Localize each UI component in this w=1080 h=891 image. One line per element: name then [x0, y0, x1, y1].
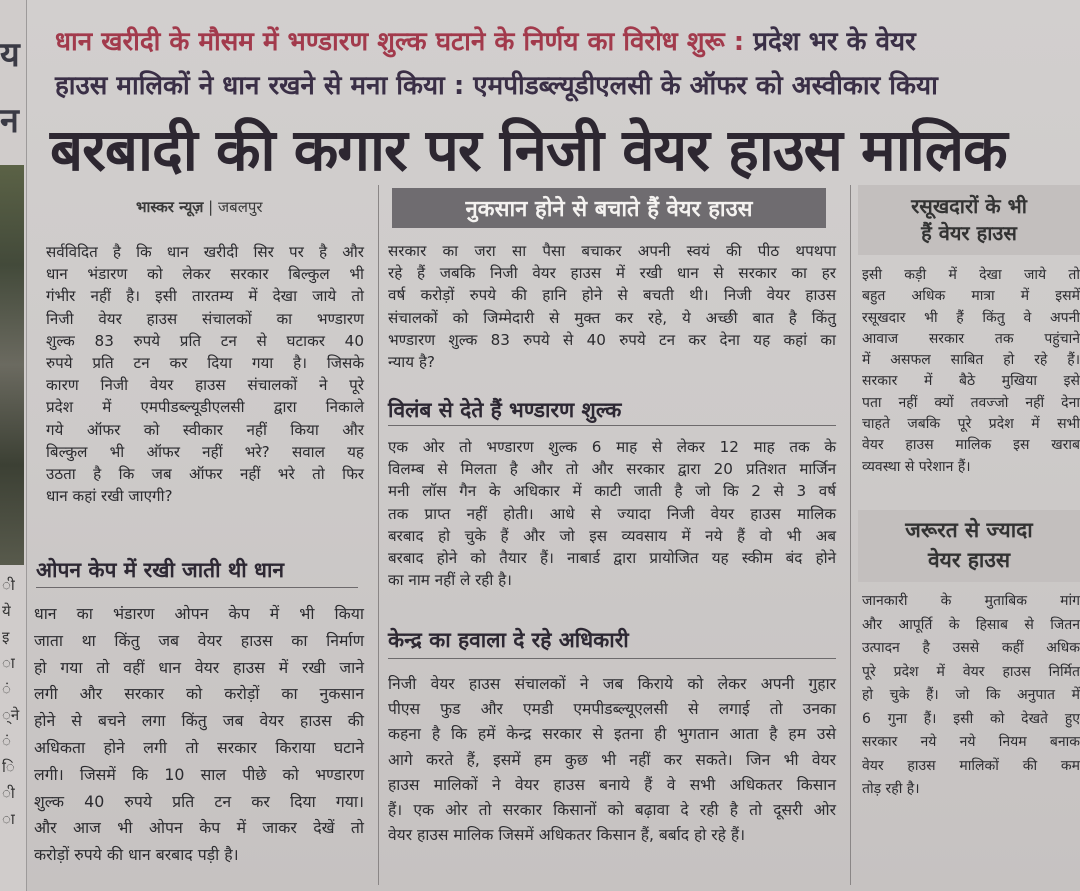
text-line: वर्ष करोड़ों रुपये की हानि होने से बचती थी। निजी वेयर हाउस — [388, 286, 836, 305]
text-line: आवाज सरकार तक पहुंचाने — [862, 330, 1080, 347]
text-line: निजी वेयर हाउस संचालकों ने जब किराये को लेकर अपनी गुहार — [388, 675, 836, 693]
text-line: जानकारी के मुताबिक मांग — [862, 593, 1080, 609]
text-line: संचालकों को जिम्मेदारी से मुक्त कर रहे, ये अच्छी बात है किंतु — [388, 308, 836, 327]
text-line: सरकार नये नये नियम बनाक — [862, 734, 1080, 750]
text-line: प्रदेश में एमपीडब्ल्यूडीएलसी द्वारा निकाले — [46, 398, 364, 417]
text-line: हो गया तो वहीं धान वेयर हाउस में रखी जाने — [34, 657, 364, 677]
edge-fragment: ी — [2, 576, 15, 594]
text-line: बरबाद होने को तैयार हैं। नाबार्ड द्वारा प्रायोजित यह स्कीम बंद होने — [388, 549, 836, 568]
text-line: शुल्क 83 रुपये प्रति टन से घटाकर 40 — [46, 331, 364, 350]
kicker-line-2: हाउस मालिकों ने धान रखने से मना किया : एमपीडब्ल्यूडीएलसी के ऑफर को अस्वीकार किया — [55, 71, 938, 101]
text-line: 6 गुना हैं। इसी को देखते हुए — [862, 710, 1080, 727]
edge-fragment: ं — [2, 732, 11, 750]
text-line: तोड़ रही है। — [862, 781, 920, 797]
headline: बरबादी की कगार पर निजी वेयर हाउस मालिक — [50, 116, 1007, 184]
edge-fragment: ी — [2, 784, 15, 802]
byline: भास्कर न्यूज़ | जबलपुर — [136, 198, 263, 216]
text-line: रुपये प्रति टन कर दिया गया है। जिसके — [46, 354, 364, 373]
text-line: वेयर हाउस मालिकों की कम — [862, 757, 1080, 774]
col2-box-heading: नुकसान होने से बचाते हैं वेयर हाउस — [392, 188, 826, 228]
col1-subhead: ओपन केप में रखी जाती थी धान — [36, 558, 285, 582]
text-line: बिल्कुल भी ऑफर नहीं भरे? सवाल यह — [46, 442, 364, 461]
col2-text-b — [388, 436, 836, 591]
col2-text-a — [388, 240, 836, 373]
text-line: व्यवस्था से परेशान हैं। — [862, 458, 971, 475]
text-line: रसूखदार भी हैं किंतु वे अपनी — [862, 309, 1080, 326]
col1-text-a — [46, 241, 364, 507]
col3-heading-2-line-2: वेयर हाउस — [927, 548, 1011, 572]
text-line: हैं। एक ओर तो सरकार किसानों को बढ़ावा दे रही है तो दूसरी ओर — [388, 801, 836, 820]
text-line: जाता था किंतु जब वेयर हाउस का निर्माण — [34, 630, 364, 650]
edge-fragment: ि — [2, 758, 15, 776]
text-line: और आज भी ओपन केप में जाकर देखें तो — [34, 818, 364, 838]
edge-fragment: इ — [2, 628, 10, 646]
column-rule-2 — [850, 185, 851, 885]
text-line: पता नहीं क्यों तवज्जो नहीं देना — [862, 394, 1080, 411]
adjacent-photo-edge — [0, 165, 24, 565]
col3-heading-2-line-1: जरूरत से ज्यादा — [905, 518, 1033, 542]
column-rule-1 — [378, 185, 379, 885]
byline-city: जबलपुर — [218, 198, 263, 216]
text-line: हो चुके हैं। जो कि अनुपात में — [862, 687, 1080, 703]
text-line: उठता है कि जब ऑफर नहीं भरे तो फिर — [46, 465, 364, 484]
text-line: धान कहां रखी जाएगी? — [46, 487, 173, 506]
text-line: शुल्क 40 रुपये प्रति टन कर दिया गया। — [34, 791, 364, 811]
text-line: सरकार में बैठे मुखिया इसे — [862, 373, 1080, 390]
text-line: कहना है कि हमें केन्द्र सरकार से इतना ही भुगतान आता है हम उसे — [388, 725, 836, 744]
kicker-rest-text: प्रदेश भर के वेयर — [753, 27, 916, 57]
edge-char-1: य — [0, 35, 20, 75]
text-line: लगी और सरकार को करोड़ों का नुकसान — [34, 684, 364, 704]
kicker-line-1 — [55, 22, 916, 58]
text-line: उत्पादन है उससे कहीं अधिक — [862, 640, 1080, 656]
text-line: हाउस मालिकों ने वेयर हाउस बनाये हैं वे सभी अधिकतर किसान — [388, 775, 836, 794]
edge-fragment: ्ने — [2, 706, 20, 724]
text-line: अधिकता होने लगी तो सरकार किराया घटाने — [34, 737, 364, 757]
text-line: रहे हैं जबकि निजी वेयर हाउस में रखी धान से सरकार का हर — [388, 264, 836, 283]
text-line: धान भंडारण को लेकर सरकार बिल्कुल भी — [46, 265, 364, 284]
text-line: कारण निजी वेयर हाउस संचालकों ने पूरे — [46, 376, 364, 395]
text-line: गये ऑफर को स्वीकार नहीं किया और — [46, 420, 364, 439]
text-line: वेयर हाउस मालिक जिसमें अधिकतर किसान हैं, बर्बाद हो रहे हैं। — [388, 826, 746, 845]
col1-subhead-rule — [36, 587, 358, 588]
text-line: एक ओर तो भण्डारण शुल्क 6 माह से लेकर 12 माह तक के — [388, 438, 836, 456]
text-line: इसी कड़ी में देखा जाये तो — [862, 267, 1080, 283]
text-line: पूरे प्रदेश में वेयर हाउस निर्मित — [862, 663, 1080, 680]
text-line: लगी। जिसमें कि 10 साल पीछे को भण्डारण — [34, 764, 364, 784]
col2-subhead-2-rule — [388, 658, 836, 659]
text-line: सरकार का जरा सा पैसा बचाकर अपनी स्वयं की पीठ थपथपा — [388, 242, 836, 260]
col3-heading-1-line-1: रसूखदारों के भी — [911, 194, 1027, 218]
col3-heading-2 — [866, 515, 1072, 575]
text-line: निजी वेयर हाउस संचालकों का भण्डारण — [46, 309, 364, 328]
col2-subhead-1: विलंब से देते हैं भण्डारण शुल्क — [388, 398, 622, 422]
col2-subhead-1-rule — [388, 425, 836, 426]
text-line: न्याय है? — [388, 353, 435, 372]
edge-fragment: ा — [2, 654, 15, 672]
col2-subhead-2: केन्द्र का हवाला दे रहे अधिकारी — [388, 628, 629, 652]
edge-fragment: ये — [2, 602, 11, 620]
text-line: मनी लॉस गैन के अधिकार में काटी जाती है जो कि 2 से 3 वर्ष — [388, 482, 836, 501]
edge-fragment: ा — [2, 810, 15, 828]
col3-heading-1 — [866, 192, 1072, 246]
byline-agency: भास्कर न्यूज़ — [136, 198, 204, 216]
text-line: भण्डारण शुल्क 83 रुपये से 40 रुपये टन कर देना यह कहां का — [388, 330, 836, 349]
col3-heading-1-line-2: हैं वेयर हाउस — [921, 221, 1017, 245]
text-line: विलम्ब से मिलता है और तो और सरकार द्वारा 20 प्रतिशत मार्जिन — [388, 460, 836, 479]
text-line: चाहते जबकि पूरे प्रदेश में सभी — [862, 416, 1080, 433]
text-line: का नाम नहीं ले रही है। — [388, 571, 512, 590]
text-line: बहुत अधिक मात्रा में इसमें — [862, 288, 1080, 305]
col3-text-a — [862, 265, 1080, 478]
text-line: आगे करते हैं, इसमें हम कुछ भी नहीं कर सकते। जिन भी वेयर — [388, 750, 836, 769]
kicker-red-text: धान खरीदी के मौसम में भण्डारण शुल्क घटाने के निर्णय का विरोध शुरू : — [55, 27, 745, 57]
edge-fragment: ं — [2, 680, 11, 698]
text-line: होने से बचने लगा किंतु जब वेयर हाउस की — [34, 711, 364, 731]
text-line: धान का भंडारण ओपन केप में भी किया — [34, 604, 364, 623]
text-line: सर्वविदित है कि धान खरीदी सिर पर है और — [46, 243, 364, 261]
text-line: करोड़ों रुपये की धान बरबाद पड़ी है। — [34, 845, 239, 865]
text-line: गंभीर नहीं है। इसी तारतम्य में देखा जाये तो — [46, 287, 364, 306]
col1-text-b — [34, 601, 364, 869]
text-line: बरबाद हो चुके हैं और जो इस व्यवसाय में नये हैं वो भी अब — [388, 526, 836, 545]
text-line: में असफल साबित हो रहे हैं। — [862, 352, 1080, 369]
text-line: और आपूर्ति के हिसाब से जितन — [862, 616, 1080, 633]
text-line: तक प्राप्त नहीं होती। आधे से ज्यादा निजी वेयर हाउस मालिक — [388, 504, 836, 523]
text-line: वेयर हाउस मालिक इस खराब — [862, 437, 1080, 454]
text-line: पीएस फुड और एमडी एमपीडब्ल्यूएलसी से लगाई तो उनका — [388, 700, 836, 719]
col3-text-b — [862, 590, 1080, 802]
edge-char-2: न — [0, 101, 19, 141]
col2-text-c — [388, 672, 836, 848]
